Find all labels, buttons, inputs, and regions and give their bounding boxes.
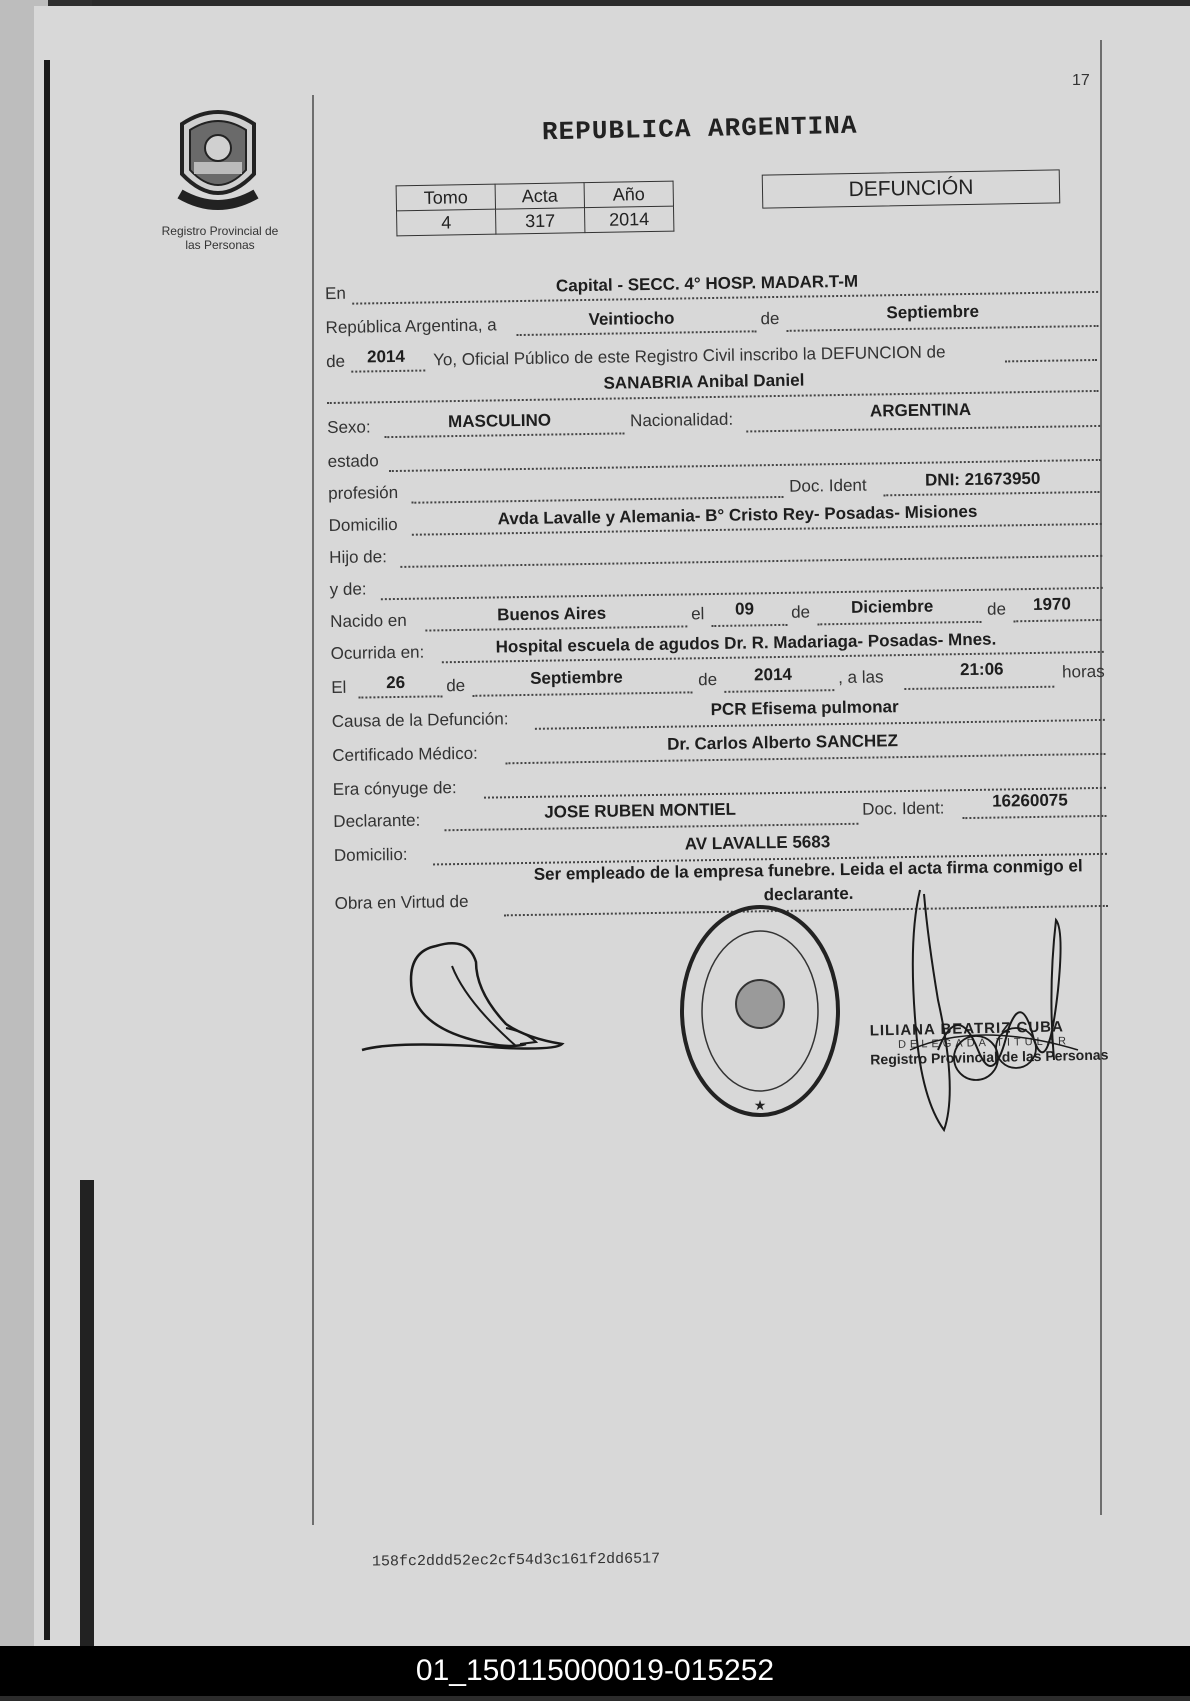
declarante-label: Declarante: xyxy=(333,810,421,832)
certificado-label: Certificado Médico: xyxy=(332,743,478,766)
official-role: DELEGADA TITULAR xyxy=(897,1035,1071,1051)
decl-domicilio-value: AV LAVALLE 5683 xyxy=(684,832,831,854)
decl-doc-label: Doc. Ident: xyxy=(862,798,945,819)
nacido-label: Nacido en xyxy=(330,610,407,632)
birth-year: 1970 xyxy=(1032,594,1071,614)
sexo-value: MASCULINO xyxy=(447,410,552,432)
horas-label: horas xyxy=(1061,661,1105,682)
register-month: Septiembre xyxy=(886,301,980,323)
death-day-line xyxy=(358,695,442,698)
de-label-1: de xyxy=(760,308,780,329)
record-value-tomo: 4 xyxy=(397,209,496,236)
death-day: 26 xyxy=(386,672,406,693)
declarante-value: JOSE RUBEN MONTIEL xyxy=(544,799,737,822)
birth-de-label-2: de xyxy=(986,599,1007,619)
death-month-line xyxy=(472,691,692,696)
obra-label: Obra en Virtud de xyxy=(334,891,469,914)
year-line xyxy=(351,370,425,373)
causa-line xyxy=(535,719,1105,730)
death-time-line xyxy=(904,686,1054,690)
birth-day-line xyxy=(711,624,787,627)
svg-text:★: ★ xyxy=(753,1098,767,1114)
registry-line-2: las Personas xyxy=(185,238,255,252)
register-year: 2014 xyxy=(366,346,406,367)
day-line xyxy=(517,330,757,336)
domicilio-value: Avda Lavalle y Alemania- B° Cristo Rey- Posadas- Misiones xyxy=(497,501,978,529)
nacionalidad-label: Nacionalidad: xyxy=(629,409,734,431)
republica-label: República Argentina, a xyxy=(325,315,497,338)
death-de-label-1: de xyxy=(446,675,466,696)
page-number: 17 xyxy=(1072,72,1090,89)
certificado-line xyxy=(505,753,1105,764)
birth-month: Diciembre xyxy=(850,596,934,617)
delegation-round-stamp xyxy=(676,900,844,1122)
decl-doc-value: 16260075 xyxy=(991,790,1068,811)
birth-year-line xyxy=(1013,619,1101,622)
birth-month-line xyxy=(817,621,981,626)
record-type-box: DEFUNCIÓN xyxy=(762,169,1061,208)
declarant-signature xyxy=(356,932,576,1062)
el2-label: El xyxy=(331,677,347,698)
death-de-label-2: de xyxy=(698,669,718,690)
yo-text: Yo, Oficial Público de este Registro Civil inscribo la DEFUNCION de xyxy=(432,342,946,370)
doc-ident-line xyxy=(883,491,1099,496)
a-las-label: , a las xyxy=(838,667,884,688)
nacionalidad-line xyxy=(746,425,1100,433)
y-de-line xyxy=(381,587,1103,600)
month-line xyxy=(787,325,1099,332)
death-time: 21:06 xyxy=(959,659,1004,680)
registry-line-1: Registro Provincial de xyxy=(161,224,279,238)
doc-ident-value: DNI: 21673950 xyxy=(924,468,1041,490)
official-name: LILIANA BEATRIZ CUBA xyxy=(869,1018,1065,1040)
death-year-line xyxy=(724,689,834,693)
birth-de-label-1: de xyxy=(790,602,811,622)
birth-day: 09 xyxy=(734,599,755,619)
record-header-acta: Acta xyxy=(495,183,584,210)
country-title: REPUBLICA ARGENTINA xyxy=(541,110,858,148)
profesion-label: profesión xyxy=(328,482,399,504)
scan-id-bar: 01_150115000019-015252 xyxy=(0,1646,1190,1696)
de-label-2: de xyxy=(325,351,346,372)
declarante-line xyxy=(444,823,858,832)
sexo-line xyxy=(384,432,624,438)
official-office: Registro Provincial de las Personas xyxy=(870,1046,1109,1068)
decl-doc-line xyxy=(962,815,1106,819)
nacionalidad-value: ARGENTINA xyxy=(869,399,972,421)
ocurrida-label: Ocurrida en: xyxy=(330,642,425,664)
doc-ident-label: Doc. Ident xyxy=(788,475,867,496)
en-label: En xyxy=(324,283,346,304)
record-value-ano: 2014 xyxy=(584,206,673,233)
official-signature xyxy=(898,880,1088,1140)
record-header-tomo: Tomo xyxy=(396,184,495,211)
conyuge-label: Era cónyuge de: xyxy=(332,778,457,800)
document-hash: 158fc2ddd52ec2cf54d3c161f2dd6517 xyxy=(371,1550,661,1571)
decl-domicilio-label: Domicilio: xyxy=(333,844,408,866)
record-value-acta: 317 xyxy=(496,208,585,235)
death-day-words: Veintiocho xyxy=(588,308,675,329)
ocurrida-value: Hospital escuela de agudos Dr. R. Madariaga- Posadas- Mnes. xyxy=(495,629,997,657)
name-line xyxy=(327,390,1099,404)
record-header-ano: Año xyxy=(584,181,673,208)
obra-value: Ser empleado de la empresa funebre. Leida el acta firma conmigo el declarante. xyxy=(533,856,1083,905)
yo-tail-line xyxy=(1005,359,1097,362)
nacido-line xyxy=(425,625,687,631)
en-value: Capital - SECC. 4° HOSP. MADAR.T-M xyxy=(555,271,859,296)
profesion-line xyxy=(411,496,783,504)
certificado-value: Dr. Carlos Alberto SANCHEZ xyxy=(667,731,899,754)
nacido-value: Buenos Aires xyxy=(496,603,607,625)
sexo-label: Sexo: xyxy=(327,417,371,438)
hijo-line xyxy=(400,555,1102,568)
causa-label: Causa de la Defunción: xyxy=(331,709,509,732)
estado-label: estado xyxy=(327,451,379,472)
domicilio-label: Domicilio xyxy=(328,514,398,536)
death-year: 2014 xyxy=(753,664,793,685)
death-month: Septiembre xyxy=(529,667,623,688)
hijo-label: Hijo de: xyxy=(329,547,387,568)
deceased-name: SANABRIA Anibal Daniel xyxy=(603,370,805,393)
causa-value: PCR Efisema pulmonar xyxy=(710,697,899,720)
el-label: el xyxy=(690,604,705,624)
y-de-label: y de: xyxy=(329,579,367,600)
